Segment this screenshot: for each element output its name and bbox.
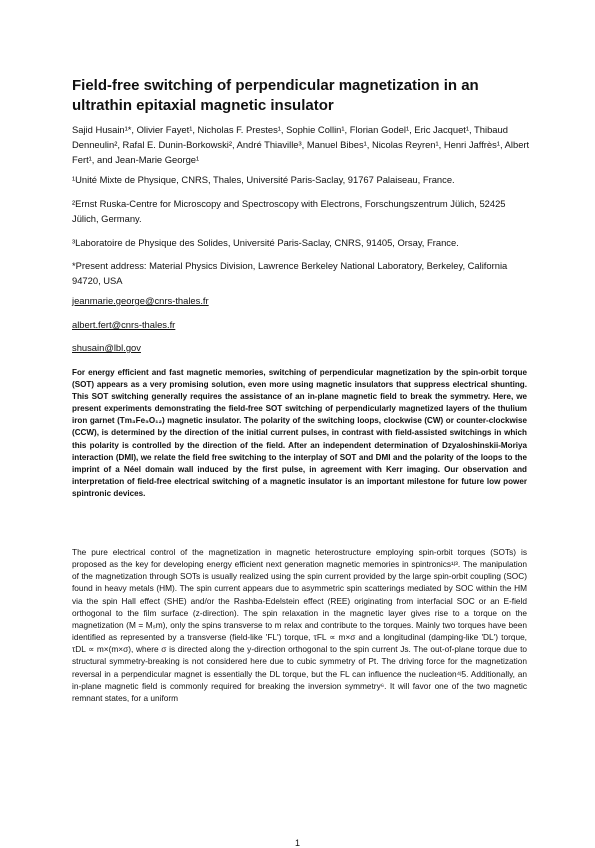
present-address-note: *Present address: Material Physics Division, Lawrence Berkeley National Laboratory, Berkeley, California 94720, USA <box>72 260 508 286</box>
email-link-husain[interactable]: shusain@lbl.gov <box>72 342 141 353</box>
intro-paragraph: The pure electrical control of the magnetization in magnetic heterostructure employing spin-orbit torques (SOTs) is proposed as the key for developing energy efficient next generation magnetic memories in spintronics¹ʲ³. The manipulation of the magnetization through SOTs is usually realized using the spin current provided by the large spin-orbit coupling (SOC) found in heavy metals (HM). The spin current appears due to asymmetric spin scatterings mediated by SOC within the HM via the spin Hall effect (SHE) and/or the Rashba-Edelstein effect (REE) originating from interfacial SOC or an E-field orthogonal to the film surface (z-direction). The spin relaxation in the magnetic layer gives rise to a torque on the magnetization (M = Mₛm), only the spins transverse to m relax and contribute to the torques. Mainly two torques have been identified as represented by a transverse (field-like 'FL') torque, τFL ∝ m×σ and a longitudinal (damping-like 'DL') torque, τDL ∝ m×(m×σ), where σ is directed along the y-direction orthogonal to the spin current Js. The out-of-plane torque due to structural symmetry-breaking is not considered here due to cubic symmetry of Pt. The driving force for the magnetization reversal in a perpendicular magnet is essentially the DL torque, but the FL can influence the nucleation⁴ʲ5. Additionally, an in-plane magnetic field is commonly required for breaking the inversion symmetry⁶. It will favor one of the two magnetic remnant states, for a uniform <box>72 547 527 703</box>
affiliation-3: ³Laboratoire de Physique des Solides, Université Paris-Saclay, CNRS, 91405, Orsay, France. <box>72 237 459 248</box>
email-link-george[interactable]: jeanmarie.george@cnrs-thales.fr <box>72 295 209 306</box>
email-link-fert[interactable]: albert.fert@cnrs-thales.fr <box>72 319 176 330</box>
author-list: Sajid Husain¹*, Olivier Fayet¹, Nicholas F. Prestes¹, Sophie Collin¹, Florian Godel¹, Eric Jacquet¹, Thibaud Denneulin², Rafal E. Dunin-Borkowski², André Thiaville³, Manuel Bibes¹, Nicolas Reyren¹, Henri Jaffrès¹, Albert Fert¹, and Jean-Marie George¹ <box>72 124 530 165</box>
paper-title: Field-free switching of perpendicular magnetization in an ultrathin epitaxial magnetic insulator <box>72 77 479 114</box>
abstract: For energy efficient and fast magnetic memories, switching of perpendicular magnetization by the spin-orbit torque (SOT) appears as a very promising solution, even more using magnetic insulators that suppress electrical shunting. This SOT switching generally requires the assistance of an in-plane magnetic field to break the symmetry. Here, we present experiments demonstrating the field-free SOT switching of perpendicularly magnetized layers of the thulium iron garnet (Tm₃Fe₅O₁₂) magnetic insulator. The polarity of the switching loops, clockwise (CW) or counter-clockwise (CCW), is determined by the direction of the initial current pulses, in contrast with field-assisted switchings in which this polarity is controlled by the direction of the field. After an independent determination of Dzyaloshinskii-Moriya interaction (DMI), we relate the field free switching to the interplay of SOT and DMI and the polarity of the loops to the imprint of a Néel domain wall induced by the first pulse, in agreement with Kerr imaging. Our observation and interpretation of field-free electrical switching of a magnetic insulator is an important milestone for future low power spintronic devices. <box>72 368 527 498</box>
affiliation-2: ²Ernst Ruska-Centre for Microscopy and Spectroscopy with Electrons, Forschungszentrum Jülich, 52425 Jülich, Germany. <box>72 198 506 224</box>
page-number: 1 <box>294 838 300 848</box>
affiliation-1: ¹Unité Mixte de Physique, CNRS, Thales, Université Paris-Saclay, 91767 Palaiseau, France. <box>72 174 455 185</box>
